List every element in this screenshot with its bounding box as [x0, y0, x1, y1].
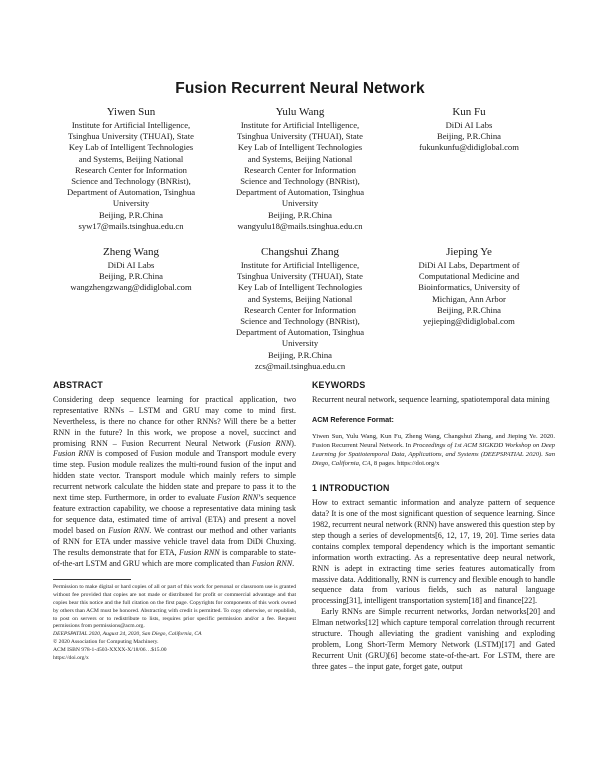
affiliation-line: and Systems, Beijing National	[247, 153, 353, 164]
affiliation-line: Beijing, P.R.China	[268, 349, 332, 360]
affiliation-line: Tsinghua University (THUAI), State	[68, 131, 194, 142]
affiliation-line: University	[281, 198, 319, 209]
affiliation-line: Bioinformatics, University of	[418, 282, 520, 293]
affiliation-line: Tsinghua University (THUAI), State	[237, 131, 363, 142]
permission-footnote	[53, 584, 296, 662]
affiliation-line: University	[281, 338, 319, 349]
paper-title: Fusion Recurrent Neural Network	[175, 80, 425, 97]
affiliation-line: Key Lab of Intelligent Technologies	[237, 282, 363, 293]
permission-text: Permission to make digital or hard copies of all or part of this work for personal or classroom use is granted without fee provided that copies are not made or distributed for profit or commercial advantage and that copies bear this notice and the full citation on the first page. Copyrights for components of this work owned by others than ACM must be honored. Abstracting with credit is permitted. To copy otherwise, or republish, to post on servers or to redistribute to lists, requires prior specific permission and/or a fee. Request permissions from permissions@acm.org.	[53, 584, 296, 630]
affiliation-line: Science and Technology (BNRist),	[240, 316, 360, 327]
author-email[interactable]: syw17@mails.tsinghua.edu.cn	[78, 220, 184, 231]
affiliation-line: Research Center for Information	[75, 164, 187, 175]
affiliation-line: Department of Automation, Tsinghua	[235, 327, 365, 338]
author-name: Yiwen Sun	[106, 106, 156, 118]
affiliation-line: Computational Medicine and	[418, 271, 520, 282]
author-email[interactable]: zcs@mail.tsinghua.edu.cn	[254, 360, 346, 371]
author-block	[388, 105, 550, 232]
affiliation-line: University	[112, 198, 150, 209]
author-email[interactable]: fukunkunfu@didiglobal.com	[419, 142, 519, 153]
right-column	[312, 380, 555, 673]
introduction-paragraph-1: How to extract semantic information and analyze pattern of sequence data? It is one of the most significant question of sequence learning. Since 1982, recurrent neural network (RNN) have answered this question step by step though a series of developments[6, 12, 17, 19, 20]. Time series data contains complex temporal dependency which is the important semantic information worth extracting. As a representative deep neural network, RNN is adept in extracting time series features automatically from massive data. Additionally, RNN is currency and flexible enough to handle sequence data from various fields, such as natural language processing[31], intelligent transportation system[18] and finance[22].	[312, 498, 555, 606]
footnote-divider	[53, 579, 131, 580]
introduction-heading: 1 INTRODUCTION	[312, 483, 390, 494]
affiliation-line: Beijing, P.R.China	[437, 304, 501, 315]
affiliation-line: Michigan, Ann Arbor	[432, 293, 506, 304]
author-block	[50, 245, 212, 372]
author-email[interactable]: yejieping@didiglobal.com	[423, 316, 515, 327]
left-column	[53, 380, 296, 662]
author-block	[388, 245, 550, 372]
affiliation-line: and Systems, Beijing National	[78, 153, 184, 164]
affiliation-line: Science and Technology (BNRist),	[240, 176, 360, 187]
reference-format-heading: ACM Reference Format:	[312, 414, 394, 424]
affiliation-line: Institute for Artificial Intelligence,	[71, 120, 191, 130]
author-name: Zheng Wang	[102, 246, 160, 258]
affiliation-line: DiDi AI Labs	[107, 260, 155, 270]
affiliation-line: Department of Automation, Tsinghua	[66, 187, 196, 198]
abstract-heading: ABSTRACT	[53, 380, 103, 390]
affiliation-line: Beijing, P.R.China	[268, 209, 332, 220]
author-name: Kun Fu	[452, 106, 486, 118]
affiliation-line: Research Center for Information	[244, 304, 356, 315]
author-block	[219, 245, 381, 372]
affiliation-line: Beijing, P.R.China	[99, 209, 163, 220]
isbn-line: ACM ISBN 978-1-4503-XXXX-X/18/06…$15.00	[53, 646, 167, 653]
affiliation-line: Key Lab of Intelligent Technologies	[237, 142, 363, 153]
keywords-text: Recurrent neural network, sequence learning, spatiotemporal data mining	[312, 394, 550, 404]
affiliation-line: Beijing, P.R.China	[437, 131, 501, 142]
doi-link[interactable]: https://doi.org/x	[53, 654, 89, 661]
author-name: Jieping Ye	[446, 246, 492, 258]
affiliation-line: Research Center for Information	[244, 164, 356, 175]
author-name: Yulu Wang	[275, 106, 325, 118]
affiliation-line: DiDi AI Labs, Department of	[418, 260, 520, 270]
author-row-2	[50, 245, 550, 372]
affiliation-line: Science and Technology (BNRist),	[71, 176, 191, 187]
author-row-1	[50, 105, 550, 232]
affiliation-line: Tsinghua University (THUAI), State	[237, 271, 363, 282]
affiliation-line: DiDi AI Labs	[445, 120, 493, 130]
introduction-paragraph-2: Early RNNs are Simple recurrent networks, Jordan networks[20] and Elman networks[12] which capture temporal correlation through recurrent structure. Though alleviating the gradient vanishing and exploding problem, Long Short-Term Memory Network (LSTM)[17] and Gated Recurrent Unit (GRU)[6] become state-of-the-art. For LSTM, there are three gates – the input gate, forget gate, output	[312, 607, 555, 671]
affiliation-line: Department of Automation, Tsinghua	[235, 187, 365, 198]
affiliation-line: Institute for Artificial Intelligence,	[240, 260, 360, 270]
copyright-line: © 2020 Association for Computing Machinery.	[53, 638, 159, 645]
author-name: Changshui Zhang	[261, 246, 339, 258]
keywords-heading: KEYWORDS	[312, 380, 366, 390]
affiliation-line: Institute for Artificial Intelligence,	[240, 120, 360, 130]
affiliation-line: Beijing, P.R.China	[99, 271, 163, 282]
author-email[interactable]: wangzhengzwang@didiglobal.com	[70, 282, 192, 293]
author-email[interactable]: wangyulu18@mails.tsinghua.edu.cn	[237, 220, 363, 231]
affiliation-line: and Systems, Beijing National	[247, 293, 353, 304]
author-block	[219, 105, 381, 232]
affiliation-line: Key Lab of Intelligent Technologies	[68, 142, 194, 153]
author-block	[50, 105, 212, 232]
reference-format-text: Yiwen Sun, Yulu Wang, Kun Fu, Zheng Wang, Changshui Zhang, and Jieping Ye. 2020. Fusion Recurrent Neural Network. In Proceedings of 1st ACM SIGKDD Workshop on Deep Learning for Spatiotemporal Data, Applications, and Systems (DEEPSPATIAL 2020). San Diego, California, CA, 8 pages. https://doi.org/x	[312, 433, 555, 468]
venue-line: DEEPSPATIAL 2020, August 24, 2020, San Diego, California, CA	[53, 631, 202, 638]
abstract-text: Considering deep sequence learning for practical application, two representative RNNs – LSTM and GRU may come to mind first. Nevertheless, is there no chance for other RNNs? Will there be a better RNN in the future? In this work, we propose a novel, succinct and promising RNN – Fusion Recurrent Neural Network (Fusion RNN). Fusion RNN is composed of Fusion module and Transport module every time step. Fusion module realizes the multi-round fusion of the input and hidden state vector. Transport module which mainly refers to simple recurrent network calculate the hidden state and prepare to pass it to the next time step. Furthermore, in order to evaluate Fusion RNN’s sequence feature extraction capability, we choose a representative data mining task for sequence data, estimated time of arrival (ETA) and present a novel model based on Fusion RNN. We contrast our method and other variants of RNN for ETA under massive vehicle travel data from DiDi Chuxing. The results demonstrate that for ETA, Fusion RNN is comparable to state-of-the-art LSTM and GRU which are more complicated than Fusion RNN.	[53, 394, 297, 568]
